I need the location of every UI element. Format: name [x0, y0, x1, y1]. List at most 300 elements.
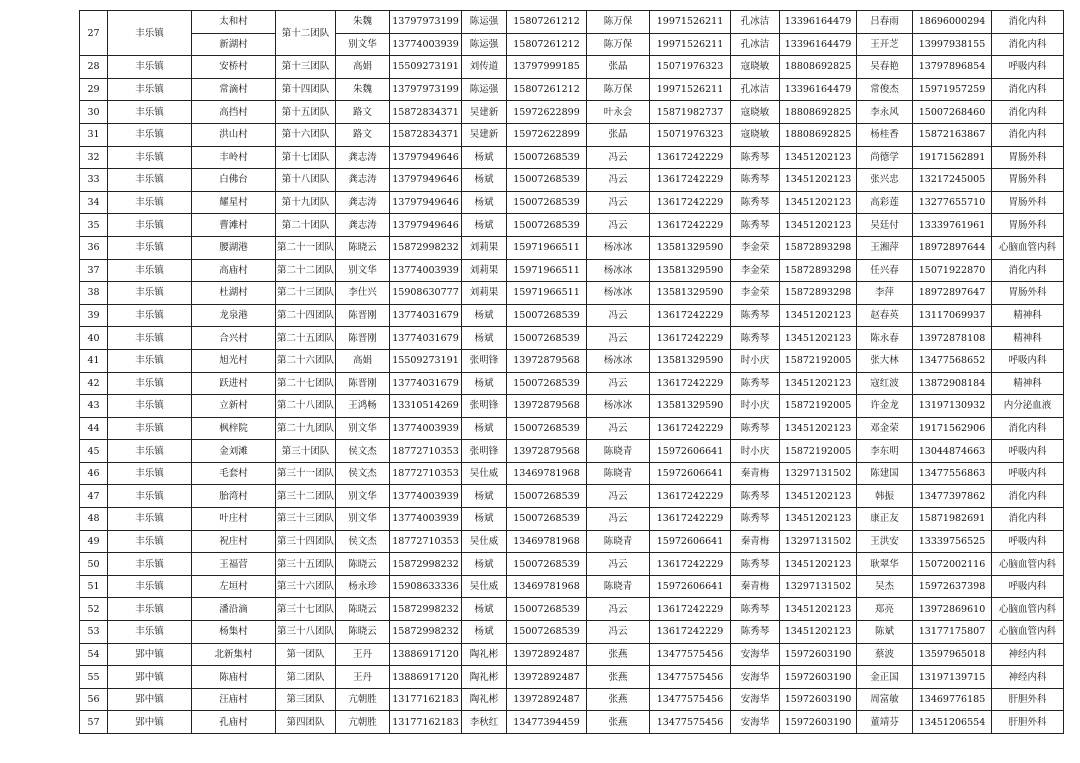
contact-4-name: 陈秀琴 [731, 621, 780, 644]
table-row [80, 508, 1064, 531]
contact-4-name: 时小庆 [731, 440, 780, 463]
town-cell: 丰乐镇 [108, 101, 192, 124]
contact-1-phone: 15509273191 [390, 349, 462, 372]
team-cell: 第十六团队 [276, 123, 336, 146]
team-cell: 第三十五团队 [276, 553, 336, 576]
table-row [80, 643, 1064, 666]
contact-1-name: 高娟 [336, 349, 390, 372]
contact-2-phone: 15007268539 [507, 372, 587, 395]
contact-5-name: 吴杰 [857, 575, 913, 598]
roster-table [79, 10, 1064, 734]
team-cell: 第三十八团队 [276, 621, 336, 644]
contact-5-name: 金正国 [857, 666, 913, 689]
town-cell: 丰乐镇 [108, 259, 192, 282]
town-cell: 丰乐镇 [108, 123, 192, 146]
contact-4-phone: 15972603190 [780, 666, 857, 689]
contact-5-name: 寇红波 [857, 372, 913, 395]
department-cell: 消化内科 [992, 101, 1064, 124]
contact-3-name: 冯云 [587, 372, 650, 395]
contact-1-name: 陈晋刚 [336, 327, 390, 350]
contact-2-name: 陈运强 [462, 78, 507, 101]
contact-5-phone: 13339756525 [913, 530, 992, 553]
team-cell: 第十九团队 [276, 191, 336, 214]
contact-4-name: 寇晓敏 [731, 123, 780, 146]
contact-1-phone: 18772710353 [390, 440, 462, 463]
table-row [80, 621, 1064, 644]
contact-3-phone: 13617242229 [650, 146, 731, 169]
contact-3-name: 陈晓青 [587, 440, 650, 463]
team-cell: 第二十九团队 [276, 417, 336, 440]
department-cell: 消化内科 [992, 123, 1064, 146]
contact-2-name: 吴仕威 [462, 462, 507, 485]
contact-5-name: 尚德学 [857, 146, 913, 169]
contact-5-name: 耿翠华 [857, 553, 913, 576]
contact-3-phone: 19971526211 [650, 11, 731, 34]
contact-5-name: 郑亮 [857, 598, 913, 621]
contact-2-name: 杨斌 [462, 553, 507, 576]
team-cell: 第十三团队 [276, 56, 336, 79]
department-cell: 消化内科 [992, 11, 1064, 34]
row-number: 38 [80, 282, 108, 305]
town-cell: 丰乐镇 [108, 485, 192, 508]
village-cell: 孔庙村 [192, 711, 276, 734]
contact-3-phone: 13617242229 [650, 485, 731, 508]
contact-2-name: 吴建新 [462, 123, 507, 146]
town-cell: 郢中镇 [108, 666, 192, 689]
contact-1-phone: 13797949646 [390, 191, 462, 214]
team-cell: 第二十二团队 [276, 259, 336, 282]
table-row [80, 327, 1064, 350]
town-cell: 丰乐镇 [108, 417, 192, 440]
contact-1-phone: 15908630777 [390, 282, 462, 305]
contact-2-phone: 15007268539 [507, 417, 587, 440]
contact-2-name: 吴仕威 [462, 575, 507, 598]
department-cell: 胃肠外科 [992, 146, 1064, 169]
team-cell: 第三十七团队 [276, 598, 336, 621]
contact-2-phone: 15007268539 [507, 598, 587, 621]
contact-2-phone: 15972622899 [507, 101, 587, 124]
contact-1-phone: 13310514269 [390, 395, 462, 418]
village-cell: 金刘滩 [192, 440, 276, 463]
town-cell: 丰乐镇 [108, 598, 192, 621]
contact-2-name: 杨斌 [462, 508, 507, 531]
contact-1-name: 别文华 [336, 417, 390, 440]
contact-3-phone: 15071976323 [650, 123, 731, 146]
table-row [80, 214, 1064, 237]
contact-4-phone: 13451202123 [780, 621, 857, 644]
contact-4-name: 时小庆 [731, 349, 780, 372]
department-cell: 呼吸内科 [992, 462, 1064, 485]
contact-1-phone: 15872834371 [390, 101, 462, 124]
contact-4-name: 李金荣 [731, 282, 780, 305]
contact-1-name: 陈晓云 [336, 598, 390, 621]
team-cell: 第二十团队 [276, 214, 336, 237]
table-row [80, 485, 1064, 508]
contact-3-phone: 13581329590 [650, 282, 731, 305]
table-row [80, 349, 1064, 372]
table-row [80, 598, 1064, 621]
department-cell: 呼吸内科 [992, 56, 1064, 79]
contact-4-name: 孔冰洁 [731, 78, 780, 101]
department-cell: 消化内科 [992, 417, 1064, 440]
village-cell: 旭光村 [192, 349, 276, 372]
team-cell: 第二十四团队 [276, 304, 336, 327]
contact-2-phone: 15007268539 [507, 214, 587, 237]
contact-1-name: 朱魏 [336, 78, 390, 101]
contact-3-name: 冯云 [587, 191, 650, 214]
town-cell: 丰乐镇 [108, 575, 192, 598]
contact-1-name: 陈晓云 [336, 553, 390, 576]
contact-2-name: 杨斌 [462, 146, 507, 169]
contact-5-phone: 15871982691 [913, 508, 992, 531]
table-row [80, 33, 1064, 56]
team-cell: 第三十二团队 [276, 485, 336, 508]
row-number: 40 [80, 327, 108, 350]
town-cell: 丰乐镇 [108, 530, 192, 553]
town-cell: 郢中镇 [108, 711, 192, 734]
row-number: 46 [80, 462, 108, 485]
contact-5-name: 张大林 [857, 349, 913, 372]
contact-3-name: 陈万保 [587, 78, 650, 101]
contact-1-phone: 15872998232 [390, 236, 462, 259]
contact-3-name: 冯云 [587, 598, 650, 621]
department-cell: 内分泌血液 [992, 395, 1064, 418]
contact-2-name: 陶礼彬 [462, 643, 507, 666]
contact-1-name: 王丹 [336, 666, 390, 689]
contact-1-phone: 13774003939 [390, 417, 462, 440]
contact-5-phone: 13277655710 [913, 191, 992, 214]
contact-4-name: 陈秀琴 [731, 214, 780, 237]
contact-2-phone: 13469781968 [507, 575, 587, 598]
contact-2-name: 杨斌 [462, 191, 507, 214]
village-cell: 合兴村 [192, 327, 276, 350]
contact-4-phone: 13297131502 [780, 575, 857, 598]
contact-4-name: 孔冰洁 [731, 33, 780, 56]
contact-5-phone: 13477556863 [913, 462, 992, 485]
department-cell: 心脑血管内科 [992, 236, 1064, 259]
contact-1-phone: 13774031679 [390, 304, 462, 327]
contact-1-phone: 13886917120 [390, 643, 462, 666]
village-cell: 常滴村 [192, 78, 276, 101]
village-cell: 胎湾村 [192, 485, 276, 508]
table-row [80, 146, 1064, 169]
table-row [80, 395, 1064, 418]
contact-5-name: 赵春英 [857, 304, 913, 327]
contact-1-name: 别文华 [336, 33, 390, 56]
contact-4-phone: 13451202123 [780, 146, 857, 169]
village-cell: 祝庄村 [192, 530, 276, 553]
contact-2-phone: 15007268539 [507, 146, 587, 169]
contact-3-name: 陈晓青 [587, 462, 650, 485]
village-cell: 叶庄村 [192, 508, 276, 531]
department-cell: 肝胆外科 [992, 688, 1064, 711]
village-cell: 丰岭村 [192, 146, 276, 169]
town-cell: 丰乐镇 [108, 169, 192, 192]
department-cell: 神经内科 [992, 666, 1064, 689]
village-cell: 左垣村 [192, 575, 276, 598]
contact-5-name: 韩振 [857, 485, 913, 508]
contact-3-phone: 15871982737 [650, 101, 731, 124]
village-cell: 曹滩村 [192, 214, 276, 237]
contact-5-name: 杨桂香 [857, 123, 913, 146]
contact-3-phone: 13617242229 [650, 191, 731, 214]
contact-1-phone: 13774003939 [390, 485, 462, 508]
table-row [80, 666, 1064, 689]
department-cell: 心脑血管内科 [992, 553, 1064, 576]
contact-2-name: 张明锋 [462, 349, 507, 372]
row-number: 28 [80, 56, 108, 79]
town-cell: 丰乐镇 [108, 191, 192, 214]
town-cell: 丰乐镇 [108, 440, 192, 463]
contact-5-phone: 13469776185 [913, 688, 992, 711]
row-number: 39 [80, 304, 108, 327]
contact-3-name: 杨冰冰 [587, 259, 650, 282]
contact-5-phone: 13197130932 [913, 395, 992, 418]
department-cell: 精神科 [992, 372, 1064, 395]
contact-4-name: 陈秀琴 [731, 485, 780, 508]
row-number: 32 [80, 146, 108, 169]
contact-5-name: 王开芝 [857, 33, 913, 56]
row-number: 48 [80, 508, 108, 531]
contact-4-phone: 13451202123 [780, 304, 857, 327]
contact-1-phone: 13774003939 [390, 508, 462, 531]
contact-2-phone: 15972622899 [507, 123, 587, 146]
contact-4-phone: 15872893298 [780, 282, 857, 305]
contact-3-phone: 13581329590 [650, 259, 731, 282]
contact-2-name: 杨斌 [462, 304, 507, 327]
village-cell: 汪庙村 [192, 688, 276, 711]
contact-1-phone: 18772710353 [390, 530, 462, 553]
contact-5-phone: 13972869610 [913, 598, 992, 621]
contact-2-phone: 13469781968 [507, 530, 587, 553]
department-cell: 消化内科 [992, 33, 1064, 56]
village-cell: 枫梓院 [192, 417, 276, 440]
contact-2-phone: 13972892487 [507, 688, 587, 711]
contact-5-phone: 13339761961 [913, 214, 992, 237]
contact-4-name: 陈秀琴 [731, 327, 780, 350]
row-number: 53 [80, 621, 108, 644]
village-cell: 王福营 [192, 553, 276, 576]
department-cell: 心脑血管内科 [992, 621, 1064, 644]
contact-2-name: 刘传道 [462, 56, 507, 79]
contact-2-phone: 13972879568 [507, 349, 587, 372]
row-number: 55 [80, 666, 108, 689]
contact-4-phone: 15872192005 [780, 349, 857, 372]
contact-1-phone: 13774031679 [390, 327, 462, 350]
contact-1-name: 龚志涛 [336, 191, 390, 214]
contact-2-name: 张明锋 [462, 440, 507, 463]
contact-4-name: 陈秀琴 [731, 146, 780, 169]
row-number: 52 [80, 598, 108, 621]
town-cell: 丰乐镇 [108, 508, 192, 531]
contact-4-name: 陈秀琴 [731, 304, 780, 327]
contact-3-phone: 13477575456 [650, 688, 731, 711]
contact-4-phone: 13451202123 [780, 191, 857, 214]
town-cell: 丰乐镇 [108, 236, 192, 259]
contact-4-phone: 13396164479 [780, 11, 857, 34]
contact-1-name: 亢朝胜 [336, 688, 390, 711]
contact-5-name: 许金龙 [857, 395, 913, 418]
contact-1-phone: 15908633336 [390, 575, 462, 598]
contact-1-name: 朱魏 [336, 11, 390, 34]
contact-4-phone: 13451202123 [780, 485, 857, 508]
contact-5-phone: 18972897647 [913, 282, 992, 305]
team-cell: 第二十七团队 [276, 372, 336, 395]
contact-1-phone: 15872998232 [390, 621, 462, 644]
town-cell: 丰乐镇 [108, 327, 192, 350]
contact-2-name: 杨斌 [462, 485, 507, 508]
contact-3-name: 冯云 [587, 485, 650, 508]
contact-1-name: 陈晋刚 [336, 304, 390, 327]
department-cell: 心脑血管内科 [992, 598, 1064, 621]
contact-3-phone: 13617242229 [650, 214, 731, 237]
contact-1-name: 王鸿畅 [336, 395, 390, 418]
row-number: 37 [80, 259, 108, 282]
contact-3-phone: 13617242229 [650, 327, 731, 350]
contact-1-phone: 13797949646 [390, 214, 462, 237]
contact-3-name: 冯云 [587, 417, 650, 440]
contact-2-phone: 15971966511 [507, 236, 587, 259]
contact-2-name: 杨斌 [462, 169, 507, 192]
contact-2-phone: 15971966511 [507, 259, 587, 282]
contact-5-phone: 13477397862 [913, 485, 992, 508]
contact-3-phone: 13477575456 [650, 643, 731, 666]
contact-5-phone: 13872908184 [913, 372, 992, 395]
contact-5-phone: 13117069937 [913, 304, 992, 327]
village-cell: 潘沿滴 [192, 598, 276, 621]
department-cell: 呼吸内科 [992, 530, 1064, 553]
town-cell: 郢中镇 [108, 688, 192, 711]
contact-5-phone: 15872163867 [913, 123, 992, 146]
contact-4-phone: 13451202123 [780, 327, 857, 350]
table-row [80, 191, 1064, 214]
village-cell: 陈庙村 [192, 666, 276, 689]
contact-2-phone: 13972879568 [507, 395, 587, 418]
team-cell: 第二团队 [276, 666, 336, 689]
contact-2-phone: 15007268539 [507, 304, 587, 327]
contact-3-phone: 13477575456 [650, 711, 731, 734]
table-row [80, 575, 1064, 598]
table-row [80, 553, 1064, 576]
team-cell: 第四团队 [276, 711, 336, 734]
contact-4-phone: 13297131502 [780, 462, 857, 485]
contact-1-name: 王丹 [336, 643, 390, 666]
contact-4-phone: 15872192005 [780, 395, 857, 418]
contact-1-phone: 15872998232 [390, 598, 462, 621]
department-cell: 精神科 [992, 327, 1064, 350]
contact-5-name: 吕春雨 [857, 11, 913, 34]
contact-3-name: 冯云 [587, 621, 650, 644]
contact-2-name: 杨斌 [462, 372, 507, 395]
contact-3-phone: 13617242229 [650, 621, 731, 644]
contact-1-name: 陈晋刚 [336, 372, 390, 395]
contact-4-phone: 15872893298 [780, 236, 857, 259]
contact-3-name: 冯云 [587, 304, 650, 327]
contact-1-phone: 13797949646 [390, 146, 462, 169]
contact-5-name: 李东明 [857, 440, 913, 463]
contact-1-name: 路文 [336, 123, 390, 146]
contact-3-name: 杨冰冰 [587, 282, 650, 305]
village-cell: 腰湖港 [192, 236, 276, 259]
department-cell: 消化内科 [992, 78, 1064, 101]
contact-1-phone: 15509273191 [390, 56, 462, 79]
contact-1-phone: 15872998232 [390, 553, 462, 576]
row-number: 30 [80, 101, 108, 124]
contact-1-phone: 13177162183 [390, 688, 462, 711]
table-row [80, 123, 1064, 146]
row-number: 34 [80, 191, 108, 214]
town-cell: 丰乐镇 [108, 304, 192, 327]
contact-5-phone: 13797896854 [913, 56, 992, 79]
table-row [80, 259, 1064, 282]
table-row [80, 78, 1064, 101]
contact-4-phone: 15972603190 [780, 643, 857, 666]
contact-3-phone: 13617242229 [650, 553, 731, 576]
contact-2-name: 陶礼彬 [462, 666, 507, 689]
village-cell: 白佛台 [192, 169, 276, 192]
contact-1-name: 高娟 [336, 56, 390, 79]
contact-2-phone: 15007268539 [507, 485, 587, 508]
contact-1-name: 陈晓云 [336, 621, 390, 644]
contact-3-name: 冯云 [587, 146, 650, 169]
contact-4-name: 安海华 [731, 643, 780, 666]
contact-4-phone: 13297131502 [780, 530, 857, 553]
contact-5-phone: 13451206554 [913, 711, 992, 734]
table-row [80, 11, 1064, 34]
contact-2-phone: 13972892487 [507, 666, 587, 689]
contact-5-name: 高彩莲 [857, 191, 913, 214]
contact-4-name: 陈秀琴 [731, 508, 780, 531]
row-number: 44 [80, 417, 108, 440]
contact-5-name: 张兴忠 [857, 169, 913, 192]
contact-1-name: 李仕兴 [336, 282, 390, 305]
row-number: 56 [80, 688, 108, 711]
contact-2-phone: 15807261212 [507, 33, 587, 56]
contact-3-phone: 13581329590 [650, 395, 731, 418]
department-cell: 胃肠外科 [992, 282, 1064, 305]
contact-4-name: 寇晓敏 [731, 101, 780, 124]
contact-5-phone: 13044874663 [913, 440, 992, 463]
contact-4-phone: 13451202123 [780, 417, 857, 440]
town-cell: 郢中镇 [108, 643, 192, 666]
contact-2-phone: 15007268539 [507, 191, 587, 214]
contact-1-phone: 18772710353 [390, 462, 462, 485]
contact-2-phone: 13477394459 [507, 711, 587, 734]
contact-2-phone: 15971966511 [507, 282, 587, 305]
town-cell: 丰乐镇 [108, 214, 192, 237]
contact-4-phone: 13396164479 [780, 33, 857, 56]
contact-2-name: 刘莉果 [462, 236, 507, 259]
contact-2-name: 陈运强 [462, 11, 507, 34]
contact-1-name: 龚志涛 [336, 146, 390, 169]
contact-4-name: 陈秀琴 [731, 598, 780, 621]
contact-5-name: 任兴春 [857, 259, 913, 282]
village-cell: 高庙村 [192, 259, 276, 282]
department-cell: 消化内科 [992, 259, 1064, 282]
town-cell: 丰乐镇 [108, 146, 192, 169]
contact-5-name: 王洪安 [857, 530, 913, 553]
contact-3-name: 张晶 [587, 56, 650, 79]
contact-4-name: 寇晓敏 [731, 56, 780, 79]
contact-2-phone: 15007268539 [507, 621, 587, 644]
row-number: 33 [80, 169, 108, 192]
contact-3-phone: 15972606641 [650, 440, 731, 463]
contact-4-phone: 15972603190 [780, 688, 857, 711]
team-cell: 第十四团队 [276, 78, 336, 101]
contact-1-name: 别文华 [336, 508, 390, 531]
row-number: 42 [80, 372, 108, 395]
contact-4-name: 秦青梅 [731, 462, 780, 485]
